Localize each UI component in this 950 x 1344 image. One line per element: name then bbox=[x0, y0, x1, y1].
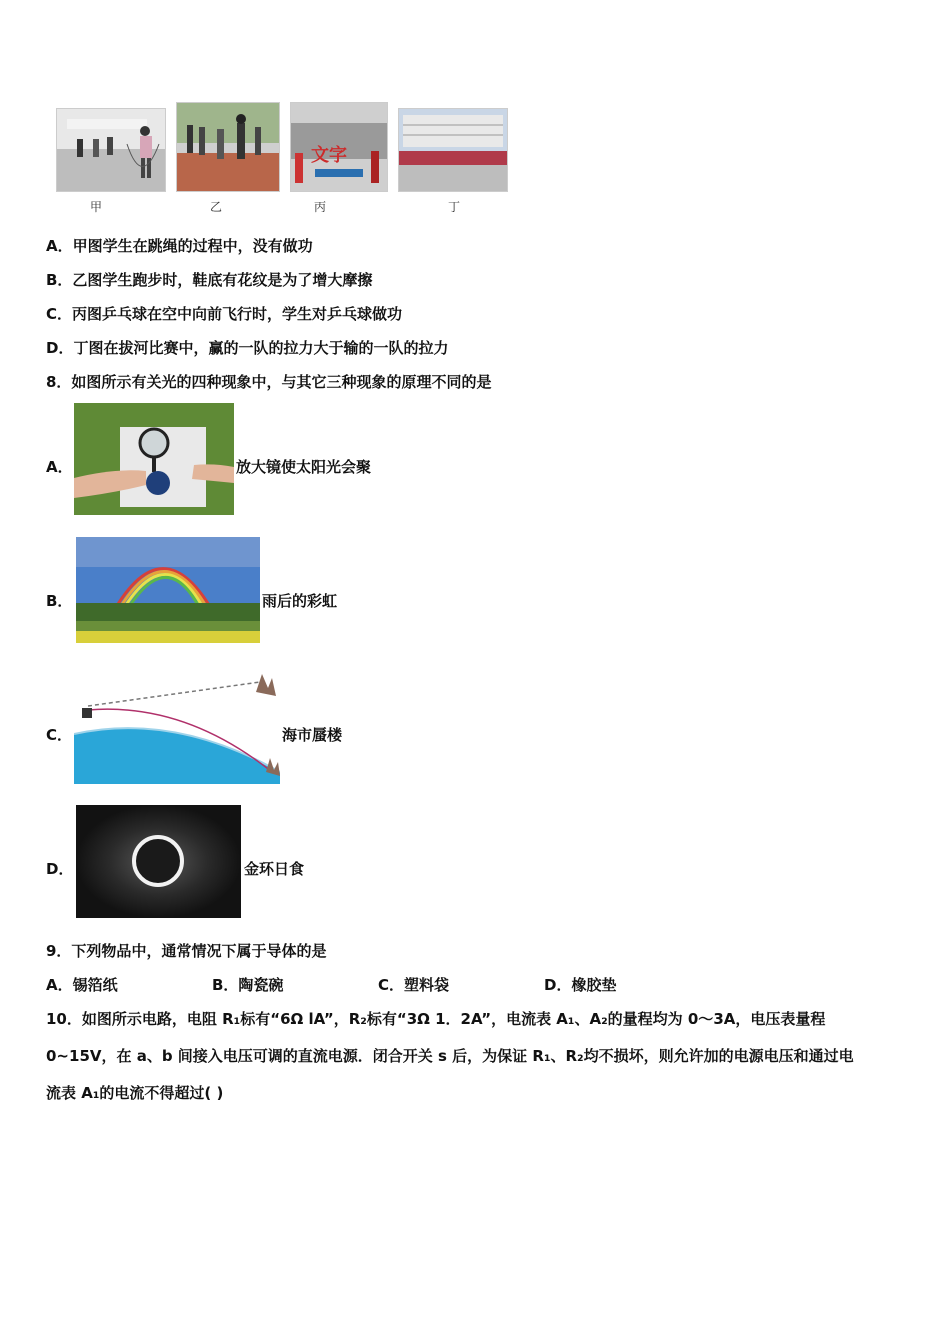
q8-option-b-letter: B． bbox=[46, 592, 73, 610]
photo-mirage bbox=[74, 672, 280, 784]
q8-stem: 8．如图所示有关光的四种现象中，与其它三种现象的原理不同的是 bbox=[46, 373, 492, 391]
photo-rainbow bbox=[76, 537, 260, 643]
svg-text:文字: 文字 bbox=[311, 145, 347, 166]
caption-bing: 丙 bbox=[314, 200, 327, 214]
q8-option-a-text: 放大镜使太阳光会聚 bbox=[236, 458, 372, 476]
caption-jia: 甲 bbox=[90, 200, 103, 214]
q8-option-c-letter: C． bbox=[46, 726, 73, 744]
q10-line-2: 0~15V，在 a、b 间接入电压可调的直流电源．闭合开关 s 后，为保证 R₁、R₂均不损坏，则允许加的电源电压和通过电 bbox=[46, 1047, 854, 1065]
q8-option-c-text: 海市蜃楼 bbox=[282, 726, 343, 744]
q9-option-b: B．陶瓷碗 bbox=[212, 976, 284, 994]
q9-option-a: A．锡箔纸 bbox=[46, 976, 118, 994]
q8-option-b-text: 雨后的彩虹 bbox=[262, 592, 338, 610]
photo-running bbox=[176, 102, 280, 192]
q8-option-d-text: 金环日食 bbox=[244, 860, 305, 878]
q8-option-d-letter: D． bbox=[46, 860, 74, 878]
q9-stem: 9．下列物品中，通常情况下属于导体的是 bbox=[46, 942, 327, 960]
caption-ding: 丁 bbox=[448, 200, 461, 214]
photo-annular-eclipse bbox=[76, 805, 241, 918]
photo-tug-of-war bbox=[398, 108, 508, 192]
q7-option-b: B．乙图学生跑步时，鞋底有花纹是为了增大摩擦 bbox=[46, 271, 373, 289]
caption-yi: 乙 bbox=[210, 200, 223, 214]
q10-line-3: 流表 A₁的电流不得超过( ) bbox=[46, 1084, 224, 1102]
photo-table-tennis bbox=[290, 102, 388, 192]
q7-option-d: D．丁图在拔河比赛中，赢的一队的拉力大于输的一队的拉力 bbox=[46, 339, 449, 357]
q10-line-1: 10．如图所示电路，电阻 R₁标有“6Ω lA”，R₂标有“3Ω 1．2A”，电流表 A₁、A₂的量程均为 0～3A，电压表量程 bbox=[46, 1010, 826, 1028]
photo-jump-rope bbox=[56, 108, 166, 192]
q7-option-c: C．丙图乒乓球在空中向前飞行时，学生对乒乓球做功 bbox=[46, 305, 403, 323]
q9-option-d: D．橡胶垫 bbox=[544, 976, 617, 994]
q9-option-c: C．塑料袋 bbox=[378, 976, 450, 994]
q7-option-a: A．甲图学生在跳绳的过程中，没有做功 bbox=[46, 237, 313, 255]
photo-magnifier bbox=[74, 403, 234, 515]
q8-option-a-letter: A． bbox=[46, 458, 73, 476]
